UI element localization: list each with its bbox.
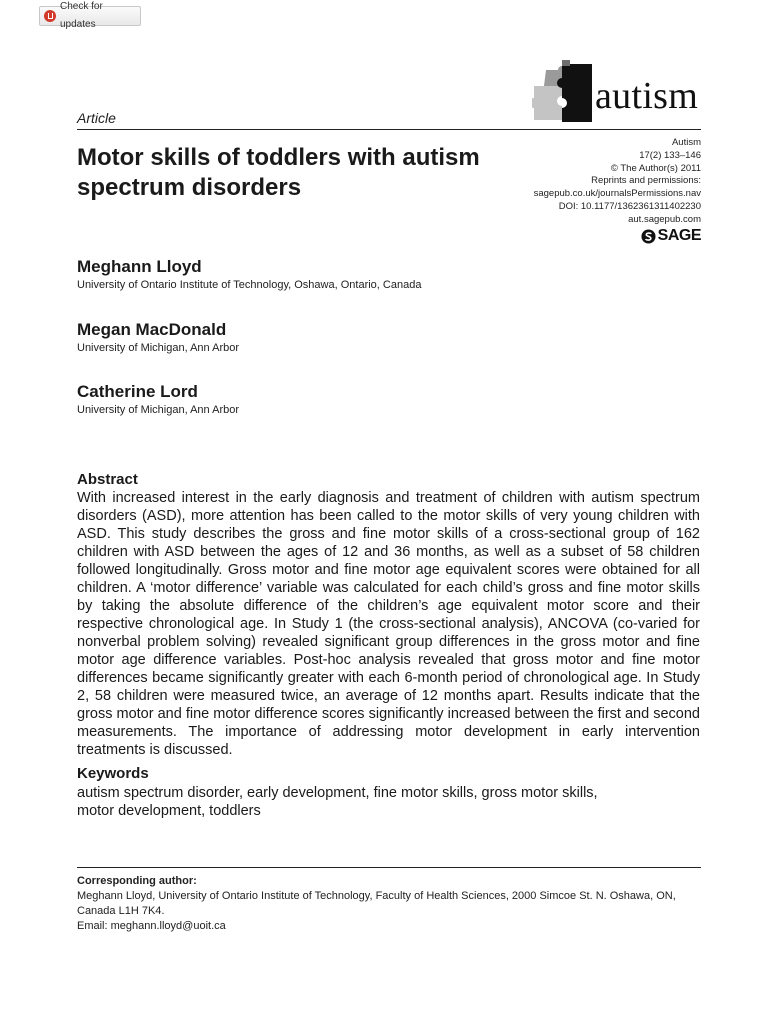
- permissions-link[interactable]: sagepub.co.uk/journalsPermissions.nav: [533, 188, 701, 200]
- abstract-heading: Abstract: [77, 471, 138, 488]
- author-block: [77, 257, 421, 292]
- author-block: [77, 320, 239, 355]
- check-for-updates-button[interactable]: [39, 1, 141, 30]
- copyright-notice: © The Author(s) 2011: [610, 162, 701, 174]
- journal-metadata: [461, 137, 701, 227]
- author-name: Catherine Lord: [77, 382, 198, 401]
- author-affiliation: University of Michigan, Ann Arbor: [77, 404, 240, 416]
- corresponding-author-heading: Corresponding author:: [77, 875, 197, 887]
- sage-s-icon: [641, 229, 656, 244]
- check-for-updates-label: Check for updates: [60, 1, 103, 30]
- journal-issue: 17(2) 133–146: [639, 149, 701, 161]
- corresponding-author-email[interactable]: Email: meghann.lloyd@uoit.ca: [77, 920, 226, 932]
- keywords-heading: Keywords: [77, 765, 149, 782]
- journal-site-link[interactable]: aut.sagepub.com: [628, 213, 701, 225]
- journal-logo-wordmark: autism: [595, 75, 699, 117]
- corresponding-author-note: [77, 874, 701, 934]
- author-name: Meghann Lloyd: [77, 257, 202, 276]
- crossmark-icon: [44, 10, 56, 22]
- corresponding-author-address: Meghann Lloyd, University of Ontario Institute of Technology, Faculty of Health Sciences, 2000 Simcoe St. N. Oshawa, ON, Canada L1H 7K4.: [77, 890, 676, 917]
- article-type-label: Article: [77, 110, 116, 126]
- puzzle-piece-icon: [532, 60, 604, 126]
- journal-logo: [532, 60, 702, 126]
- publisher-logo: [641, 227, 701, 245]
- paper-title: Motor skills of toddlers with autism spectrum disorders: [77, 144, 480, 201]
- journal-name: Autism: [671, 137, 701, 148]
- reprints-label: Reprints and permissions:: [591, 175, 701, 187]
- doi-link[interactable]: DOI: 10.1177/1362361311402230: [558, 200, 701, 212]
- abstract-text: With increased interest in the early diagnosis and treatment of children with autism spectrum disorders (ASD), more attention has been called to the motor skills of very young children with ASD. This study describes the gross and fine motor skills of a cross-sectional group of 162 children with ASD between the ages of 12 and 36 months, as well as a subset of 58 children followed longitudinally. Gross motor and fine motor age equivalent scores were obtained for all children. A ‘motor difference’ variable was calculated for each child’s gross and fine motor skills by taking the absolute difference of the children’s age equivalent motor score and their respective chronological age. In Study 1 (the cross-sectional analysis), ANCOVA (co-varied for nonverbal problem solving) revealed significant group differences in the gross motor and fine motor age difference variables. Post-hoc analysis revealed that gross motor and fine motor differences became significantly greater with each 6-month period of chronological age. In Study 2, 58 children were measured twice, an average of 12 months apart. Results indicate that the gross motor and fine motor difference scores significantly increased between the first and second measurements. The importance of addressing motor development in early intervention treatments is discussed.: [77, 490, 700, 758]
- footnote-divider: [77, 867, 701, 868]
- keywords-text: autism spectrum disorder, early development, fine motor skills, gross motor skills, motor development, toddlers: [77, 785, 598, 819]
- header-divider: [77, 129, 701, 130]
- author-affiliation: University of Ontario Institute of Technology, Oshawa, Ontario, Canada: [77, 279, 422, 291]
- author-block: [77, 382, 239, 417]
- publisher-name: SAGE: [657, 227, 701, 244]
- author-affiliation: University of Michigan, Ann Arbor: [77, 342, 240, 354]
- author-name: Megan MacDonald: [77, 320, 227, 339]
